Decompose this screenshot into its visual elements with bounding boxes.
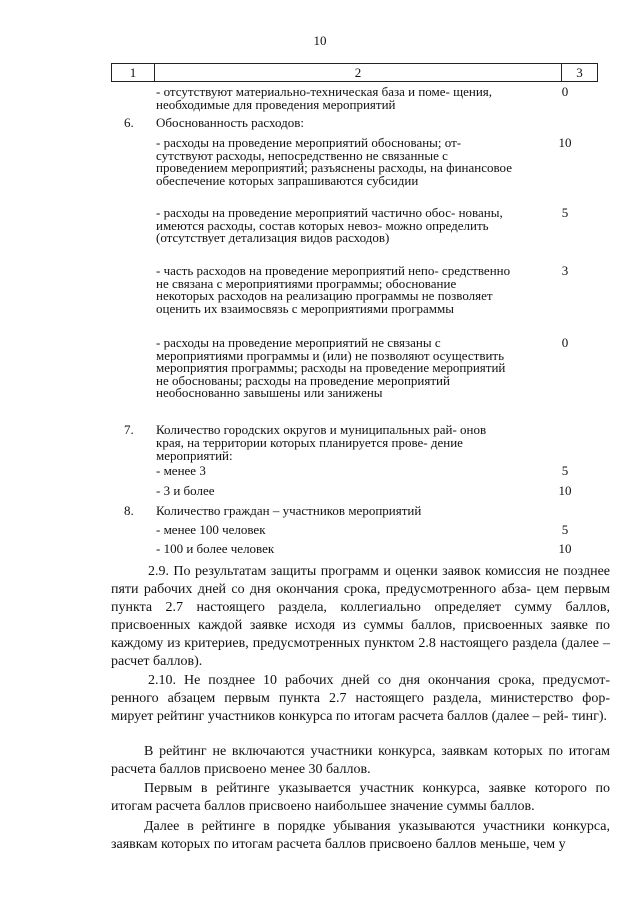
criterion-option-score: 10	[558, 483, 572, 498]
criterion-option-score: 0	[561, 335, 569, 350]
criterion-number: 8.	[124, 503, 134, 518]
criterion-title: Количество граждан – участников мероприятий	[156, 503, 422, 518]
criterion-option-score: 0	[561, 84, 569, 99]
paragraph-2-10: 2.10. Не позднее 10 рабочих дней со дня окончания срока, предусмот- ренного абзацем первым пункта 2.7 настоящего раздела, министерство фор- мирует рейтинг участников конкурса по итогам расчета баллов (далее – рей- тинг).	[111, 673, 610, 724]
page-number: 10	[313, 33, 327, 48]
header-col-3: 3	[562, 64, 598, 82]
paragraph-rating-exclusion: В рейтинг не включаются участники конкурса, заявкам которых по итогам расчета баллов присвоено менее 30 баллов.	[111, 744, 610, 777]
criterion-option-text: - часть расходов на проведение мероприятий непо- средственно не связана с мероприятиями программы; обоснование некоторых расходов на реализацию программы не позволяет оценить их взаимосвязь с мероприятиями программы	[156, 263, 511, 316]
paragraph-rating-next: Далее в рейтинге в порядке убывания указываются участники конкурса, заявкам которых по итогам расчета баллов присвоено баллов меньше, чем у	[111, 819, 610, 852]
criterion-number: 7.	[124, 422, 134, 437]
criterion-option-score: 5	[561, 205, 569, 220]
criterion-option-score: 10	[558, 541, 572, 556]
paragraph-2-9: 2.9. По результатам защиты программ и оценки заявок комиссия не позднее пяти рабочих дней со дня окончания срока, предусмотренного абза- цем первым пункта 2.7 настоящего раздела, коллегиально определяет сумму баллов, присвоенных каждой заявке исходя из суммы баллов, присвоенных заявке по каждому из критериев, предусмотренных пунктом 2.8 настоящего раздела (далее – расчет баллов).	[111, 564, 610, 669]
criterion-option-score: 10	[558, 135, 572, 150]
criterion-option-text: - менее 100 человек	[156, 522, 266, 537]
criterion-option-score: 3	[561, 263, 569, 278]
criterion-title: Количество городских округов и муниципальных рай- онов края, на территории которых планируется прове- дение мероприятий:	[156, 422, 487, 463]
criteria-table-header	[111, 63, 598, 82]
criterion-option-text: - расходы на проведение мероприятий обоснованы; от- сутствуют расходы, непосредственно не связанные с проведением мероприятий; разъяснены расходы, на финансовое обеспечение которых запрашиваются субсидии	[156, 135, 512, 188]
criterion-title: Обоснованность расходов:	[156, 115, 305, 130]
header-col-1: 1	[112, 64, 155, 82]
criterion-option-text: - 100 и более человек	[156, 541, 275, 556]
criterion-option-text: - 3 и более	[156, 483, 215, 498]
criterion-option-text: - расходы на проведение мероприятий не связаны с мероприятиями программы и (или) не позволяют осуществить мероприятия программы; расходы на проведение мероприятий не обоснованы; расходы на проведение мероприятий необоснованно завышены или занижены	[156, 335, 506, 401]
header-col-2: 2	[155, 64, 562, 82]
criterion-option-text: - расходы на проведение мероприятий частично обос- нованы, имеются расходы, состав которых невоз- можно определить (отсутствует детализация видов расходов)	[156, 205, 503, 246]
paragraph-rating-first: Первым в рейтинге указывается участник конкурса, заявке которого по итогам расчета баллов присвоено наибольшее значение суммы баллов.	[111, 781, 610, 814]
criterion-option-score: 5	[561, 522, 569, 537]
criterion-number: 6.	[124, 115, 134, 130]
criterion-option-text: - отсутствуют материально-техническая база и поме- щения, необходимые для проведения мероприятий	[156, 84, 493, 112]
criterion-option-score: 5	[561, 463, 569, 478]
criterion-option-text: - менее 3	[156, 463, 206, 478]
